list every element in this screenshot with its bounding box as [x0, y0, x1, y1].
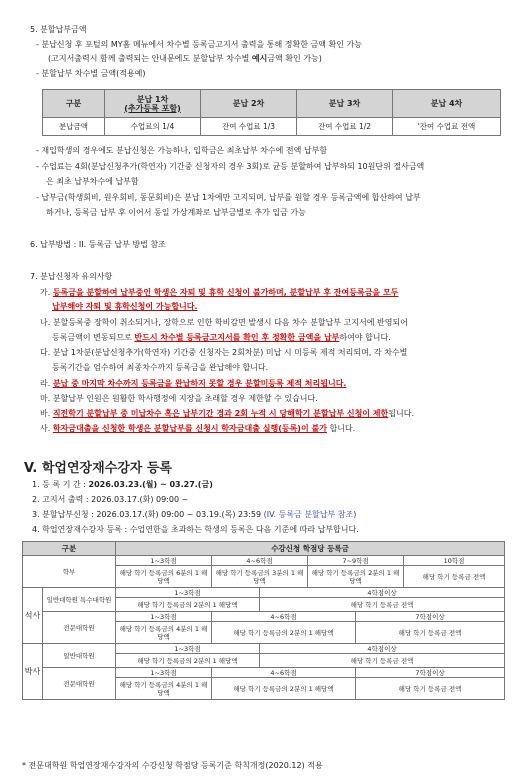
t2-ms-g-val-1: 해당 학기 등록금의 2분의 1 해당액: [116, 598, 260, 612]
v-item-4: 4. 학업연장재수강자 등록 : 수업연한을 초과하는 학생의 등록은 다음 기준에 따라 납부합니다.: [32, 525, 359, 534]
s7-item-da-cont: 등록기간을 엄수하여 최종차수까지 등록금을 완납해야 합니다.: [52, 363, 269, 372]
t2-hb-val-4: 해당 학기 등록금 전액: [404, 566, 505, 588]
row-label-amount: 분납금액: [43, 118, 105, 136]
s5-bullet-2: - 분할납부 차수별 금액(적용예): [36, 69, 146, 78]
v-item-1: 1. 등 록 기 간 : 2026.03.23.(월) ~ 03.27.(금): [32, 480, 213, 489]
s7-item-ma: 마. 분할납부 인원은 원활한 학사행정에 지장을 초래할 경우 제한할 수 있습니다.: [40, 394, 318, 403]
t2-ms-professional: 전문대학원: [43, 612, 116, 644]
cell-installment-2: 잔여 수업료 1/3: [201, 118, 297, 136]
t2-ms-j-val-1: 해당 학기 등록금의 4분의 1 해당액: [116, 622, 212, 644]
t2-ms-j-val-2: 해당 학기 등록금의 2분의 1 해당액: [212, 622, 356, 644]
t2-hb-credit-4: 10학점: [404, 556, 505, 566]
t2-ms-g-val-2: 해당 학기 등록금 전액: [260, 598, 505, 612]
s5-bullet-1: - 분납신청 후 포털의 MY홈 메뉴에서 차수별 등록금고지서 출력을 통해 정확한 금액 확인 가능: [36, 40, 362, 49]
v-item-2: 2. 고지서 출력 : 2026.03.17.(화) 09:00 ~: [32, 495, 189, 504]
t2-phd-g-credit-2: 4학점이상: [260, 644, 505, 654]
t2-phd-j-val-1: 해당 학기 등록금의 4분의 1 해당액: [116, 678, 212, 700]
cell-installment-4: '잔여 수업료 전액: [393, 118, 501, 136]
t2-ms-g-credit-2: 4학점이상: [260, 588, 505, 598]
col-header-installment-3: 분납 3차: [297, 90, 393, 118]
t2-phd-g-credit-1: 1~3학점: [116, 644, 260, 654]
s7-item-na: 나. 분할등록중 장학이 취소되거나, 장학으로 인한 학비감면 발생시 다음 차수 분할납부 고지서에 반영되어: [40, 318, 408, 327]
t2-ms-j-credit-1: 1~3학점: [116, 612, 212, 622]
t2-ms-j-credit-2: 4~6학점: [212, 612, 356, 622]
col-header-installment-1: 분납 1차 (추가등록 포함): [105, 90, 201, 118]
t2-phd-professional: 전문대학원: [43, 668, 116, 700]
t2-row-seoksa: 석사: [23, 588, 43, 644]
s5-bullet-5b: 하거나, 등록금 납부 후 이어서 동일 가상계좌로 납부금별로 추가 입금 가능: [46, 208, 306, 217]
col-header-gubun: 구분: [43, 90, 105, 118]
col-header-installment-4: 분납 4차: [393, 90, 501, 118]
s7-item-ba: 바. 직전학기 분할납부 중 미납차수 혹은 납부기간 경과 2회 누적 시 당해학기 분할납부 신청이 제한됩니다.: [40, 409, 414, 418]
footnote: * 전문대학원 학업연장재수강자의 수강신청 학점당 등록기준 학칙개정(2020.12) 적용: [22, 761, 323, 770]
t2-hb-credit-2: 4~6학점: [212, 556, 308, 566]
section-v-title: V. 학업연장재수강자 등록: [24, 461, 172, 476]
t2-phd-j-credit-2: 4~6학점: [212, 668, 356, 678]
s7-item-ga-cont: 납부해야 자퇴 및 휴학신청이 가능합니다.: [52, 302, 198, 311]
s5-bullet-3: - 재입학생의 경우에도 분납신청은 가능하나, 입학금은 최초납부 차수에 전액 납부함: [36, 146, 328, 155]
section-7-title: 7. 분납신청자 유의사항: [30, 272, 113, 281]
t2-hb-val-3: 해당 학기 등록금의 2분의 1 해당액: [308, 566, 404, 588]
t2-ms-g-credit-1: 1~3학점: [116, 588, 260, 598]
s7-item-ga: 가. 등록금을 분할하여 납부중인 학생은 자퇴 및 휴학 신청이 불가하며, 분할납부 후 잔여등록금을 모두: [40, 288, 399, 297]
t2-phd-g-val-2: 해당 학기 등록금 전액: [260, 654, 505, 668]
col-header-installment-2: 분납 2차: [201, 90, 297, 118]
s7-item-ra: 라. 분납 중 마지막 차수까지 등록금을 완납하지 못할 경우 분할미등록 제적 처리됩니다.: [40, 379, 347, 388]
t2-hb-credit-3: 7~9학점: [308, 556, 404, 566]
t2-hb-val-1: 해당 학기 등록금의 6분의 1 해당액: [116, 566, 212, 588]
section-6-title: 6. 납부방법 : II. 등록금 납부 방법 참조: [30, 240, 166, 249]
cell-installment-1: 수업료의 1/4: [105, 118, 201, 136]
s5-bullet-4b: 은 최초 납부차수에 납부함: [46, 177, 139, 186]
s5-bullet-1b: (고지서출력시 함께 출력되는 안내문에도 분할납부 차수별 예시금액 확인 가능): [48, 54, 322, 63]
t2-phd-j-credit-1: 1~3학점: [116, 668, 212, 678]
installment-table: [42, 89, 501, 136]
t2-row-hakbu: 학부: [23, 556, 116, 588]
s5-bullet-4a: - 수업료는 4회(분납신청추가(학연자) 기간중 신청자의 경우 3회)로 균등 분할하여 납부하되 10원단위 절사금액: [36, 162, 425, 171]
t2-ms-j-val-3: 해당 학기 등록금 전액: [356, 622, 505, 644]
t2-phd-j-val-3: 해당 학기 등록금 전액: [356, 678, 505, 700]
t2-phd-j-credit-3: 7학점이상: [356, 668, 505, 678]
t2-ms-general: 일반대학원 특수대학원: [43, 588, 116, 612]
t2-hb-credit-1: 1~3학점: [116, 556, 212, 566]
t2-phd-general: 일반대학원: [43, 644, 116, 668]
s5-bullet-5a: - 납부금(학생회비, 원우회비, 동문회비)은 분납 1차에만 고지되며, 납부를 원할 경우 등록금액에 합산하여 납부: [36, 193, 421, 202]
t2-header-gubun: 구분: [23, 542, 116, 556]
cell-installment-3: 잔여 수업료 1/2: [297, 118, 393, 136]
section-5-title: 5. 분할납부금액: [30, 25, 87, 34]
t2-header-std: 수강신청 학점당 등록금: [116, 542, 505, 556]
s7-item-na-cont: 등록금액이 변동되므로 반드시 차수별 등록금고지서를 확인 후 정확한 금액을 납부하여야 합니다.: [52, 333, 391, 342]
v-item-3: 3. 분할납부신청 : 2026.03.17.(화) 09:00 ~ 03.19.(목) 23:59 (IV. 등록금 분할납부 참조): [32, 510, 357, 519]
s7-item-da: 다. 분납 1차분(분납신청추가(학연자) 기간중 신청자는 2회차분) 미납 시 미등록 제적 처리되며, 각 차수별: [40, 348, 408, 357]
t2-hb-val-2: 해당 학기 등록금의 3분의 1 해당액: [212, 566, 308, 588]
s7-item-sa: 사. 학자금대출을 신청한 학생은 분할납부를 신청시 학자금대출 실행(등록)이 불가 합니다.: [40, 424, 356, 433]
t2-ms-j-credit-3: 7학점이상: [356, 612, 505, 622]
t2-phd-g-val-1: 해당 학기 등록금의 2분의 1 해당액: [116, 654, 260, 668]
t2-phd-j-val-2: 해당 학기 등록금의 2분의 1 해당액: [212, 678, 356, 700]
extension-fee-table: [22, 541, 505, 700]
t2-row-baksa: 박사: [23, 644, 43, 700]
